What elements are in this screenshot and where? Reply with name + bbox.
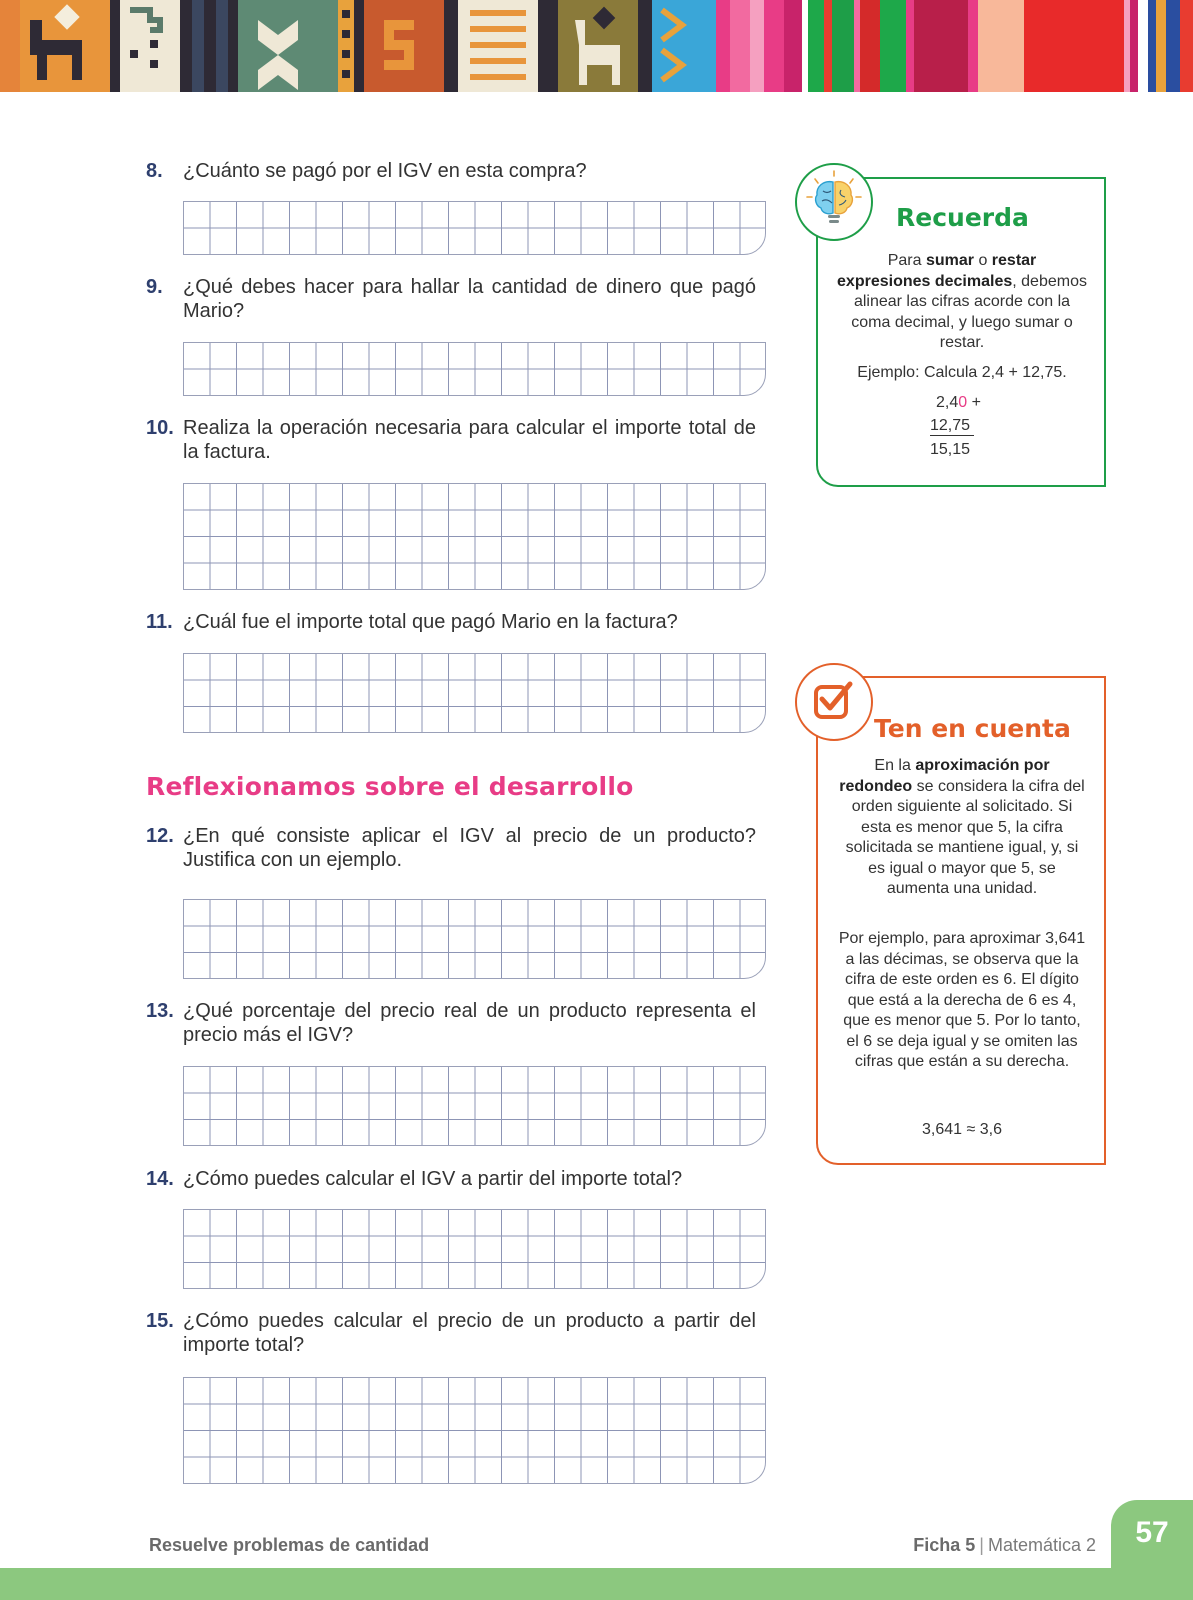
question-8 [146, 159, 756, 183]
footer-competency: Resuelve problemas de cantidad [149, 1535, 430, 1555]
question-15 [146, 1309, 756, 1357]
answer-grid-12[interactable] [183, 899, 766, 979]
question-10 [146, 416, 756, 464]
recuerda-title: Recuerda [896, 203, 1029, 232]
question-text: ¿Qué porcentaje del precio real de un producto representa el precio más el IGV? [183, 1000, 756, 1046]
question-text: ¿En qué consiste aplicar el IGV al precio de un producto? Justifica con un ejemplo. [183, 825, 756, 871]
recuerda-example: Ejemplo: Calcula 2,4 + 12,75. [857, 364, 1067, 381]
answer-grid-11[interactable] [183, 653, 766, 733]
recuerda-badge [795, 163, 873, 241]
question-text: ¿Cómo puedes calcular el IGV a partir del importe total? [183, 1168, 683, 1190]
recuerda-text: Para sumar o restar expresiones decimales, debemos alinear las cifras acorde con la coma decimal, y luego sumar o restar. [837, 252, 1087, 351]
question-text: ¿Cómo puedes calcular el precio de un producto a partir del importe total? [183, 1310, 756, 1356]
answer-grid-8[interactable] [183, 201, 766, 255]
brain-lightbulb-icon [797, 165, 871, 239]
question-number: 13. [146, 1000, 174, 1022]
question-12 [146, 824, 756, 872]
question-9 [146, 275, 756, 323]
question-number: 9. [146, 276, 163, 298]
page-number: 57 [1135, 1516, 1169, 1549]
sum-row-1: 2,40 + [936, 394, 981, 411]
sum-row-2: 12,75 [930, 417, 974, 436]
ten-en-cuenta-example: Por ejemplo, para aproximar 3,641 a las décimas, se observa que la cifra de este orden es 6. El dígito que está a la derecha de 6 es 4, que es menor que 5. Por lo tanto, el 6 se deja igual y se omiten las cifras que están a su derecha. [838, 930, 1086, 1070]
question-number: 12. [146, 825, 174, 847]
question-text: ¿Cuánto se pagó por el IGV en esta compra? [183, 160, 587, 182]
section-title: Reflexionamos sobre el desarrollo [146, 772, 634, 801]
question-11 [146, 610, 756, 634]
answer-grid-14[interactable] [183, 1209, 766, 1289]
answer-grid-9[interactable] [183, 342, 766, 396]
footer-ficha: Ficha 5 [913, 1535, 976, 1555]
question-text: Realiza la operación necesaria para calcular el importe total de la factura. [183, 417, 756, 463]
footer-subject: Matemática 2 [987, 1535, 1096, 1555]
footer-bar [0, 1568, 1193, 1600]
question-number: 8. [146, 160, 163, 182]
question-text: ¿Cuál fue el importe total que pagó Mario en la factura? [183, 611, 678, 633]
sum-result: 15,15 [930, 441, 971, 458]
answer-grid-13[interactable] [183, 1066, 766, 1146]
ten-en-cuenta-text: En la aproximación por redondeo se considera la cifra del orden siguiente al solicitado. Si esta es menor que 5, la cifra solicitada se mantiene igual, y, si es igual o mayor que 5, se aumenta una unidad. [839, 757, 1085, 897]
ten-en-cuenta-box [816, 676, 1106, 1165]
answer-grid-10[interactable] [183, 483, 766, 590]
question-number: 14. [146, 1168, 174, 1190]
answer-grid-15[interactable] [183, 1377, 766, 1484]
checkbox-check-icon [797, 665, 871, 739]
question-number: 10. [146, 417, 174, 439]
ten-en-cuenta-result: 3,641 ≈ 3,6 [922, 1121, 1002, 1138]
question-number: 11. [146, 611, 173, 633]
decorative-woven-banner [0, 0, 1193, 92]
question-text: ¿Qué debes hacer para hallar la cantidad de dinero que pagó Mario? [183, 276, 756, 322]
question-13 [146, 999, 756, 1047]
ten-en-cuenta-badge [795, 663, 873, 741]
question-number: 15. [146, 1310, 174, 1332]
ten-en-cuenta-title: Ten en cuenta [874, 714, 1071, 743]
question-14 [146, 1167, 756, 1191]
footer-reference: Ficha 5 | Matemática 2 [913, 1535, 1096, 1555]
